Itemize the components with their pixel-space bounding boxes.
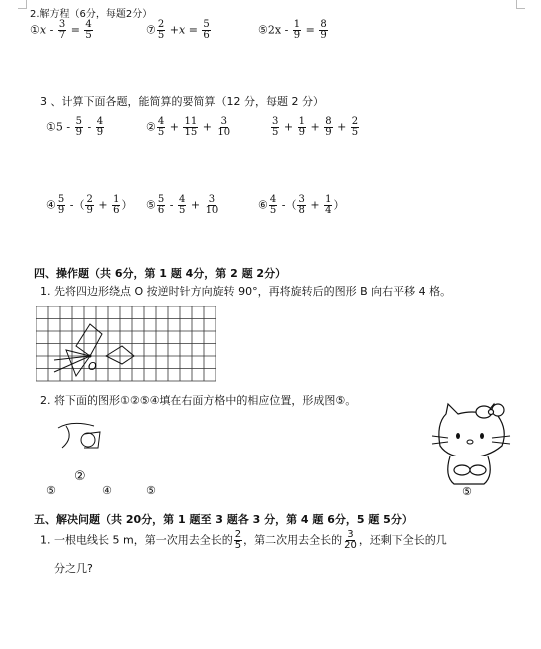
cat-arm-left	[454, 465, 470, 475]
problem-1-line-2: 分之几?	[54, 562, 93, 575]
figure-label: ⑤	[462, 485, 472, 496]
p2-fraction-a: $\frac{4}{5}$	[157, 116, 165, 138]
calc-problem-3: $\frac{3}{5}$ + $\frac{1}{9}$ + $\frac{8}{9}$ + $\frac{2}{5}$	[272, 116, 359, 138]
piece-label-5: ⑤	[146, 484, 156, 497]
eq2-number: ⑦	[146, 23, 156, 37]
eq3-fraction-b: $\frac{8}{9}$	[320, 19, 327, 41]
piece-label-2: ②	[74, 469, 86, 484]
equation-1	[30, 20, 94, 41]
eq3-coef: 2x	[267, 23, 282, 37]
p3-fraction-d: $\frac{2}{5}$	[351, 116, 359, 138]
problem-1-line-1	[40, 530, 447, 551]
eq1-op: -	[49, 23, 54, 37]
p3-fraction-a: $\frac{3}{5}$	[272, 116, 279, 138]
p1-fraction-a: $\frac{5}{9}$	[75, 116, 82, 138]
piece-label-3: ⑤	[46, 484, 56, 497]
cat-bow-right	[492, 404, 504, 416]
eq2-fraction-a: $\frac{2}{5}$	[157, 19, 165, 41]
p4-fraction-c: $\frac{1}{6}$	[113, 194, 120, 216]
problems-heading: 五、解决问题（共 20分，第 1 题至 3 题各 3 分，第 4 题 6分，5 题 5分）	[34, 513, 413, 526]
equation-3	[258, 20, 329, 41]
eq2-var: x	[178, 23, 186, 37]
calc-problem-1: ①5 - $\frac{5}{9}$ - $\frac{4}{9}$	[46, 116, 104, 138]
corner-mark-top-right	[516, 0, 525, 9]
equation-2	[146, 20, 212, 41]
problem-1-fraction-b: $\frac{3}{20}$	[344, 529, 357, 551]
eq1-equals: =	[70, 23, 80, 37]
p5-fraction-b: $\frac{4}{5}$	[178, 194, 186, 216]
p5-fraction-a: $\frac{5}{6}$	[157, 194, 165, 216]
p3-fraction-b: $\frac{1}{9}$	[298, 116, 305, 138]
p5-fraction-c: $\frac{3}{10}$	[205, 194, 219, 216]
p6-fraction-a: $\frac{4}{5}$	[269, 194, 277, 216]
cat-arm-right	[470, 465, 486, 475]
p3-fraction-c: $\frac{8}{9}$	[325, 116, 332, 138]
problem-1-text-c: ，还剩下全长的几	[358, 533, 447, 547]
p4-fraction-a: $\frac{5}{9}$	[57, 194, 65, 216]
quadrilateral-shape	[76, 324, 102, 356]
pieces-sketch	[54, 418, 114, 458]
eq2-fraction-b: $\frac{5}{6}$	[203, 19, 210, 41]
eq2-op: +	[169, 23, 179, 37]
problem-1-fraction-a: $\frac{2}{5}$	[234, 529, 242, 551]
problem-1-text-b: ，第二次用去全长的	[243, 533, 343, 547]
calc-problem-4: ④ $\frac{5}{9}$ -（ $\frac{2}{9}$ + $\frac{1}{6}$ ）	[46, 194, 133, 216]
calc-problem-5: ⑤ $\frac{5}{6}$ - $\frac{4}{5}$ + $\frac{3}{10}$	[146, 194, 219, 216]
piece-label-4: ④	[102, 484, 112, 497]
corner-mark-top-left	[18, 0, 27, 9]
p1-fraction-b: $\frac{4}{9}$	[96, 116, 104, 138]
eq3-op: -	[284, 23, 289, 37]
eq1-fraction-b: $\frac{4}{5}$	[85, 19, 92, 41]
eq1-number: ①	[30, 23, 40, 37]
rotation-center-point	[89, 355, 92, 358]
p2-fraction-b: $\frac{11}{15}$	[184, 116, 198, 138]
calc-problem-6: ⑥ $\frac{4}{5}$ -（ $\frac{3}{8}$ + $\frac{1}{4}$ ）	[258, 194, 345, 216]
calc-problem-2: ② $\frac{4}{5}$ + $\frac{11}{15}$ + $\frac{3}{10}$	[146, 116, 231, 138]
solve-heading: 2.解方程（6分，每题2分）	[30, 9, 153, 20]
eq3-equals: =	[305, 23, 315, 37]
ops-question-2: 2. 将下面的图形①②⑤④填在右面方格中的相应位置，形成图⑤。	[40, 394, 357, 407]
problem-1-text-a: 1. 一根电线长 5 m，第一次用去全长的	[40, 533, 233, 547]
cat-bow-center	[489, 410, 494, 415]
p6-fraction-c: $\frac{1}{4}$	[325, 194, 332, 216]
eq3-number: ⑤	[258, 23, 268, 37]
ops-question-1: 1. 先将四边形绕点 O 按逆时针方向旋转 90°，再将旋转后的图形 B 向右平移 4 格。	[40, 285, 452, 298]
eq1-fraction-a: $\frac{3}{7}$	[58, 19, 66, 41]
rotation-grid	[36, 306, 216, 386]
grid-point-label: O	[88, 360, 97, 373]
p2-fraction-c: $\frac{3}{10}$	[217, 116, 231, 138]
eq2-equals: =	[188, 23, 198, 37]
cartoon-cat-figure	[428, 396, 518, 496]
p6-fraction-b: $\frac{3}{8}$	[298, 194, 305, 216]
eq3-fraction-a: $\frac{1}{9}$	[293, 19, 301, 41]
ops-heading: 四、操作题（共 6分，第 1 题 4分，第 2 题 2分）	[34, 267, 287, 280]
p4-fraction-b: $\frac{2}{9}$	[86, 194, 93, 216]
eq1-var: x	[39, 23, 47, 37]
calc-heading: 3 、计算下面各题，能简算的要简算（12 分，每题 2 分）	[40, 95, 324, 108]
